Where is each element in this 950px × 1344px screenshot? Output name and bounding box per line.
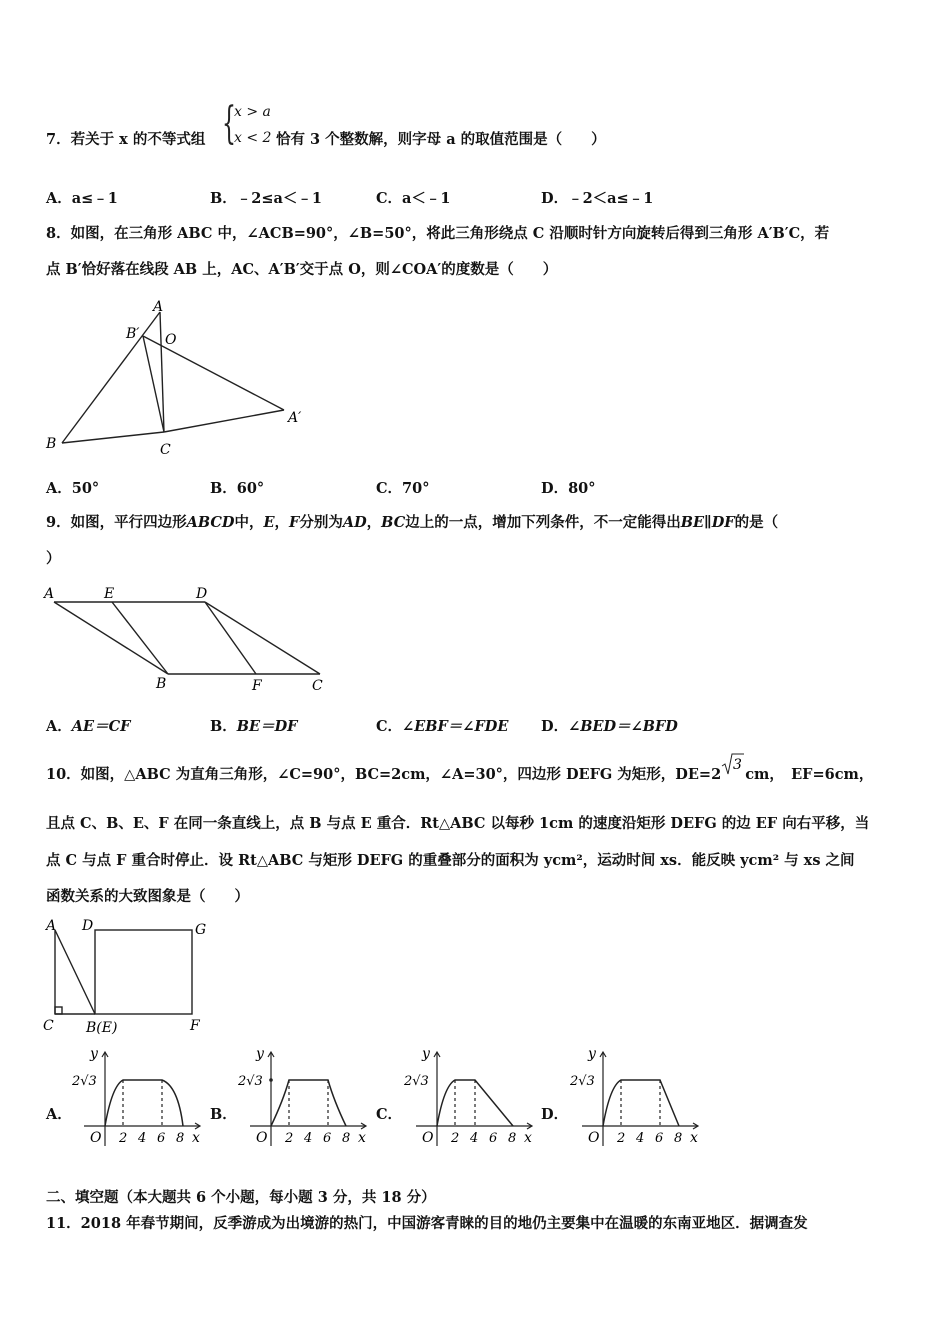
graph-a-x-label: x — [192, 1130, 200, 1146]
q8-label-b: B — [46, 436, 57, 452]
q9-option-a-body: AE＝CF — [71, 718, 131, 735]
q9-option-b-body: BE＝DF — [236, 718, 298, 735]
section2-title: 二、填空题（本大题共 6 个小题，每小题 3 分，共 18 分） — [46, 1189, 436, 1206]
graph-d-x-tick-2: 2 — [617, 1131, 626, 1146]
q11-line1: 11．2018 年春节期间，反季游成为出境游的热门，中国游客青睐的目的地仍主要集中在温暖的东南亚地区．据调查发 — [46, 1215, 808, 1232]
q8-seg-bc — [62, 432, 164, 443]
q7-option-c: C．a＜﹣1 — [376, 190, 451, 207]
q9-option-c — [376, 715, 508, 736]
sqrt-icon — [721, 757, 745, 788]
q10-graph-option-c: C． — [376, 1106, 403, 1123]
q8-label-o: O — [165, 332, 177, 348]
graph-c-x-tick-6: 6 — [489, 1131, 498, 1146]
q8-seg-cap — [164, 410, 284, 432]
q8-label-a: A — [153, 299, 164, 315]
q8-figure — [40, 296, 320, 462]
q9-line1-k: 边上的一点，增加下列条件，不一定能得出 — [405, 514, 681, 531]
graph-d-x-label: x — [690, 1130, 698, 1146]
q9-seg-ab — [54, 602, 168, 674]
q9-label-e: E — [104, 586, 115, 602]
q8-option-a: A．50° — [46, 480, 100, 497]
q9-line1-l: BE∥DF — [680, 514, 735, 531]
q10-graph-a — [70, 1046, 205, 1150]
q7-stem — [46, 128, 205, 149]
graph-c-x-tick-4: 4 — [470, 1131, 479, 1146]
q10-graph-d — [568, 1046, 703, 1150]
q10-label-be: B(E) — [86, 1020, 118, 1036]
graph-b-x-tick-4: 4 — [304, 1131, 313, 1146]
q9-line1-g: 分别为 — [299, 514, 343, 531]
q7-stem-after: 恰有 3 个整数解，则字母 a 的取值范围是（ ） — [276, 131, 606, 148]
graph-d-curve — [603, 1080, 679, 1126]
q7-option-a: A．a≤﹣1 — [46, 190, 118, 207]
graph-d-x-tick-6: 6 — [655, 1131, 664, 1146]
graph-a-x-tick-6: 6 — [157, 1131, 166, 1146]
q9-seg-be — [112, 602, 168, 674]
q7-sys-row1: x > a — [234, 104, 271, 120]
q10-right-angle-mark — [55, 1007, 62, 1014]
q9-option-d — [541, 715, 678, 736]
q9-option-c-body: ∠EBF＝∠FDE — [402, 718, 509, 735]
q10-seg-ab — [55, 930, 95, 1014]
graph-b-x-tick-2: 2 — [285, 1131, 294, 1146]
graph-b-x-label: x — [358, 1130, 366, 1146]
q8-option-b: B．60° — [210, 480, 265, 497]
q9-line1 — [46, 511, 778, 532]
graph-c-y-tick: 2√3 — [404, 1074, 429, 1089]
q10-line1-a: 10．如图，△ABC 为直角三角形，∠C=90°，BC=2cm，∠A=30°，四边形 DEFG 为矩形，DE=2 — [46, 766, 722, 783]
q9-line1-e: ， — [274, 514, 290, 531]
q10-graph-c — [402, 1046, 537, 1150]
graph-b-y-label: y — [256, 1046, 264, 1062]
q10-label-a: A — [46, 918, 57, 934]
graph-b-curve — [271, 1080, 346, 1126]
graph-b-x-tick-6: 6 — [323, 1131, 332, 1146]
brace-icon: { — [222, 98, 236, 149]
q8-label-c: C — [160, 442, 171, 458]
q10-line1-sqrt: 3 — [733, 757, 743, 773]
q9-option-a — [46, 715, 130, 736]
q9-option-d-body: ∠BED＝∠BFD — [568, 718, 678, 735]
q9-option-c-prefix: C． — [376, 718, 403, 735]
q10-label-c: C — [43, 1018, 54, 1034]
q9-line1-c: 中， — [234, 514, 264, 531]
q9-option-b — [210, 715, 297, 736]
q9-line1-m: 的是（ — [734, 514, 779, 531]
q8-line2: 点 B′恰好落在线段 AB 上，AC、A′B′交于点 O，则∠COA′的度数是（ ） — [46, 261, 558, 278]
q8-option-d: D．80° — [541, 480, 596, 497]
q9-figure — [40, 582, 330, 694]
q8-option-c: C．70° — [376, 480, 430, 497]
q7-option-d: D．﹣2＜a≤﹣1 — [541, 190, 654, 207]
graph-b-x-tick-8: 8 — [342, 1131, 351, 1146]
q10-label-f: F — [190, 1018, 200, 1034]
graph-a-y-tick: 2√3 — [72, 1074, 97, 1089]
q8-seg-ba — [62, 312, 160, 443]
q9-label-f: F — [252, 678, 262, 694]
q9-option-b-prefix: B． — [210, 718, 237, 735]
q10-rect-defg — [95, 930, 192, 1014]
q8-label-ap: A′ — [288, 410, 302, 426]
graph-c-x-tick-2: 2 — [451, 1131, 460, 1146]
q10-graph-option-a: A． — [46, 1106, 72, 1123]
q9-seg-df — [205, 602, 256, 674]
q10-line3: 点 C 与点 F 重合时停止．设 Rt△ABC 与矩形 DEFG 的重叠部分的面积为 ycm²，运动时间 xs．能反映 ycm² 与 xs 之间 — [46, 852, 855, 869]
q10-line1 — [46, 757, 874, 788]
graph-d-x-tick-4: 4 — [636, 1131, 645, 1146]
q9-label-d: D — [196, 586, 208, 602]
q9-option-d-prefix: D． — [541, 718, 569, 735]
q10-graph-option-d: D． — [541, 1106, 569, 1123]
graph-c-x-label: x — [524, 1130, 532, 1146]
graph-a-x-tick-2: 2 — [119, 1131, 128, 1146]
q7-option-b: B．﹣2≤a＜﹣1 — [210, 190, 322, 207]
q10-line1-b: cm， EF=6cm， — [745, 766, 874, 783]
q9-label-a: A — [44, 586, 55, 602]
graph-a-y-label: y — [90, 1046, 98, 1062]
graph-a-curve — [105, 1080, 183, 1126]
q9-line1-h: AD — [342, 514, 367, 531]
q9-line1-b: ABCD — [186, 514, 235, 531]
graph-a-x-tick-8: 8 — [176, 1131, 185, 1146]
q8-line1: 8．如图，在三角形 ABC 中，∠ACB=90°，∠B=50°，将此三角形绕点 C 沿顺时针方向旋转后得到三角形 A′B′C，若 — [46, 225, 830, 242]
q10-label-d: D — [82, 918, 94, 934]
graph-d-y-tick: 2√3 — [570, 1074, 595, 1089]
q10-figure — [40, 916, 220, 1040]
q10-graph-b — [236, 1046, 371, 1150]
graph-c-y-label: y — [422, 1046, 430, 1062]
q9-line1-i: ， — [366, 514, 382, 531]
graph-c-x-tick-8: 8 — [508, 1131, 517, 1146]
q10-label-g: G — [195, 922, 207, 938]
q9-line1-j: BC — [381, 514, 406, 531]
q7-inequality-system — [222, 98, 282, 152]
q9-label-c: C — [312, 678, 323, 694]
graph-a-origin: O — [90, 1130, 102, 1146]
q8-label-bp: B′ — [126, 326, 140, 342]
q10-line2: 且点 C、B、E、F 在同一条直线上，点 B 与点 E 重合．Rt△ABC 以每秒 1cm 的速度沿矩形 DEFG 的边 EF 向右平移，当 — [46, 815, 870, 832]
graph-c-origin: O — [422, 1130, 434, 1146]
q9-line2: ） — [46, 550, 61, 567]
q9-seg-dc — [205, 602, 320, 674]
graph-b-origin: O — [256, 1130, 268, 1146]
q7-sys-row2: x < 2 — [234, 130, 272, 146]
q9-line1-a: 9．如图，平行四边形 — [46, 514, 187, 531]
q10-graph-option-b: B． — [210, 1106, 237, 1123]
graph-b-dot-icon — [269, 1078, 273, 1082]
graph-d-y-label: y — [588, 1046, 596, 1062]
q9-label-b: B — [156, 676, 167, 692]
q9-line1-f: F — [289, 514, 300, 531]
graph-d-x-tick-8: 8 — [674, 1131, 683, 1146]
graph-b-y-tick: 2√3 — [238, 1074, 263, 1089]
q9-option-a-prefix: A． — [46, 718, 72, 735]
graph-a-x-tick-4: 4 — [138, 1131, 147, 1146]
q9-line1-d: E — [263, 514, 275, 531]
q10-line4: 函数关系的大致图象是（ ） — [46, 888, 249, 905]
q7-stem-before: 7．若关于 x 的不等式组 — [46, 131, 206, 148]
graph-d-origin: O — [588, 1130, 600, 1146]
